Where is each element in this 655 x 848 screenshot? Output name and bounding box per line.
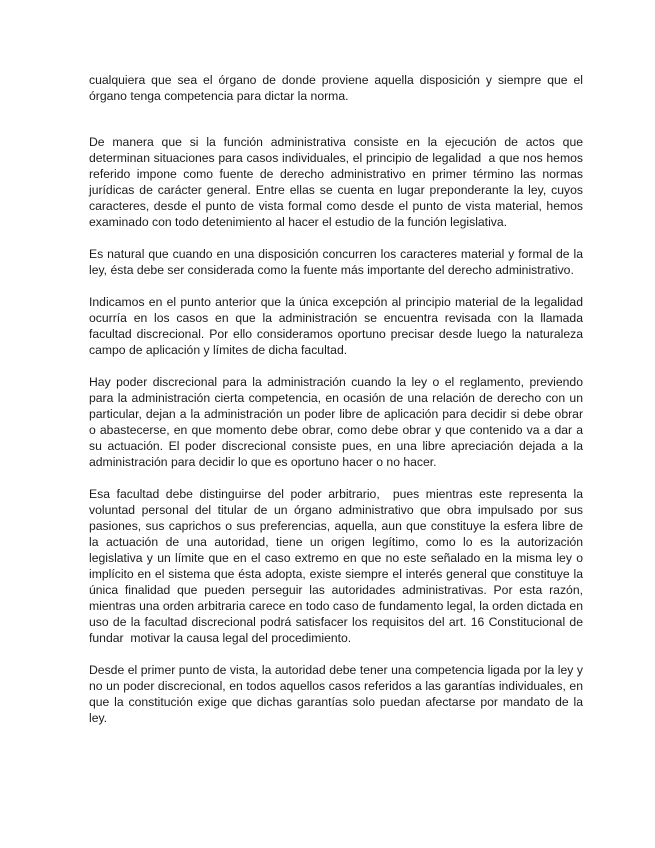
paragraph-funcion-administrativa: De manera que si la función administrativa consiste en la ejecución de actos que determinan situaciones para casos individuales, el principio de legalidad a que nos hemos referido impone como fuente de derecho administrativo en primer término las normas jurídicas de carácter general. Entre ellas se cuenta en lugar preponderante la ley, cuyos caracteres, desde el punto de vista formal como desde el punto de vista material, hemos examinado con todo detenimiento al hacer el estudio de la función legislativa. xyxy=(89,135,587,229)
paragraph-competencia-ligada: Desde el primer punto de vista, la autoridad debe tener una competencia ligada por la ley y no un poder discrecional, en todos aquellos casos referidos a las garantías individuales, en que la constitución exige que dichas garantías solo puedan afectarse por mandato de la ley. xyxy=(89,663,587,725)
paragraph-excepcion-legalidad: Indicamos en el punto anterior que la única excepción al principio material de la legalidad ocurría en los casos en que la administración se encuentra revisada con la llamada facultad discrecional. Por ello consideramos oportuno precisar desde luego la naturaleza campo de aplicación y límites de dicha facultad. xyxy=(89,295,587,357)
paragraph-continuation: cualquiera que sea el órgano de donde proviene aquella disposición y siempre que el órgano tenga competencia para dictar la norma. xyxy=(89,73,587,103)
document-page xyxy=(89,72,587,742)
paragraph-poder-discrecional: Hay poder discrecional para la administración cuando la ley o el reglamento, previendo para la administración cierta competencia, en ocasión de una relación de derecho con un particular, dejan a la administración un poder libre de aplicación para decidir si debe obrar o abastecerse, en que momento debe obrar, como debe obrar y que contenido va a dar a su actuación. El poder discrecional consiste pues, en una libre apreciación dejada a la administración para decidir lo que es oportuno hacer o no hacer. xyxy=(89,375,587,469)
paragraph-poder-arbitrario: Esa facultad debe distinguirse del poder arbitrario, pues mientras este representa la voluntad personal del titular de un órgano administrativo que obra impulsado por sus pasiones, sus caprichos o sus preferencias, aquella, aun que constituye la esfera libre de la actuación de una autoridad, tiene un origen legítimo, como lo es la autorización legislativa y un límite que en el caso extremo en que no este señalado en la misma ley o implícito en el sistema que ésta adopta, existe siempre el interés general que constituye la única finalidad que pueden perseguir las autoridades administrativas. Por esta razón, mientras una orden arbitraria carece en todo caso de fundamento legal, la orden dictada en uso de la facultad discrecional podrá satisfacer los requisitos del art. 16 Constitucional de fundar motivar la causa legal del procedimiento. xyxy=(89,487,587,645)
paragraph-fuente-derecho: Es natural que cuando en una disposición concurren los caracteres material y formal de la ley, ésta debe ser considerada como la fuente más importante del derecho administrativo. xyxy=(89,247,587,277)
